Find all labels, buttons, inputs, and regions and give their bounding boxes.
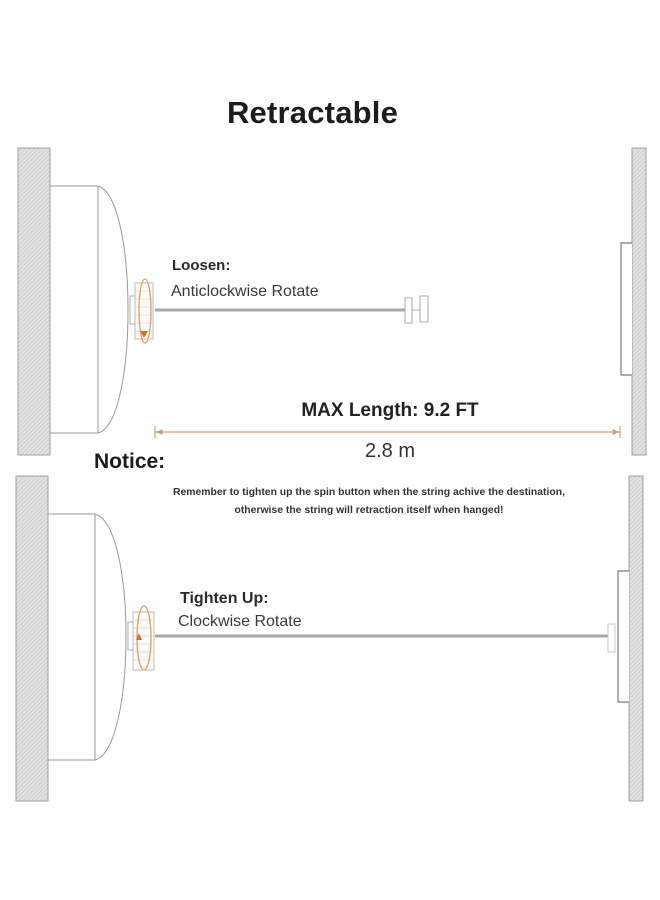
bottom-wall-bracket [618,571,629,702]
page-title: Retractable [226,95,399,130]
top-wall-bracket [621,243,632,375]
metric-length-label: 2.8 m [364,440,416,462]
top-hook-icon [405,296,428,323]
bottom-reel-device [48,514,126,760]
bottom-spin-knob-icon [128,606,154,670]
max-length-dimension-line [155,426,620,438]
top-left-wall [18,148,50,455]
bottom-hook-icon [608,624,615,652]
top-spin-knob-icon [130,279,153,343]
notice-title: Notice: [94,450,166,473]
notice-line-2: otherwise the string will retraction itself when hanged! [234,505,504,516]
bottom-right-wall [608,476,643,801]
tighten-title: Tighten Up: [180,590,269,607]
top-reel-device [50,186,128,433]
max-length-label: MAX Length: 9.2 FT [301,400,479,421]
loosen-title: Loosen: [172,257,231,274]
notice-line-1: Remember to tighten up the spin button when the string achive the destination, [173,487,565,498]
notice-body [108,484,630,520]
top-right-wall [621,148,646,455]
bottom-left-wall [16,476,48,801]
loosen-description: Anticlockwise Rotate [171,283,319,300]
tighten-description: Clockwise Rotate [178,613,302,630]
